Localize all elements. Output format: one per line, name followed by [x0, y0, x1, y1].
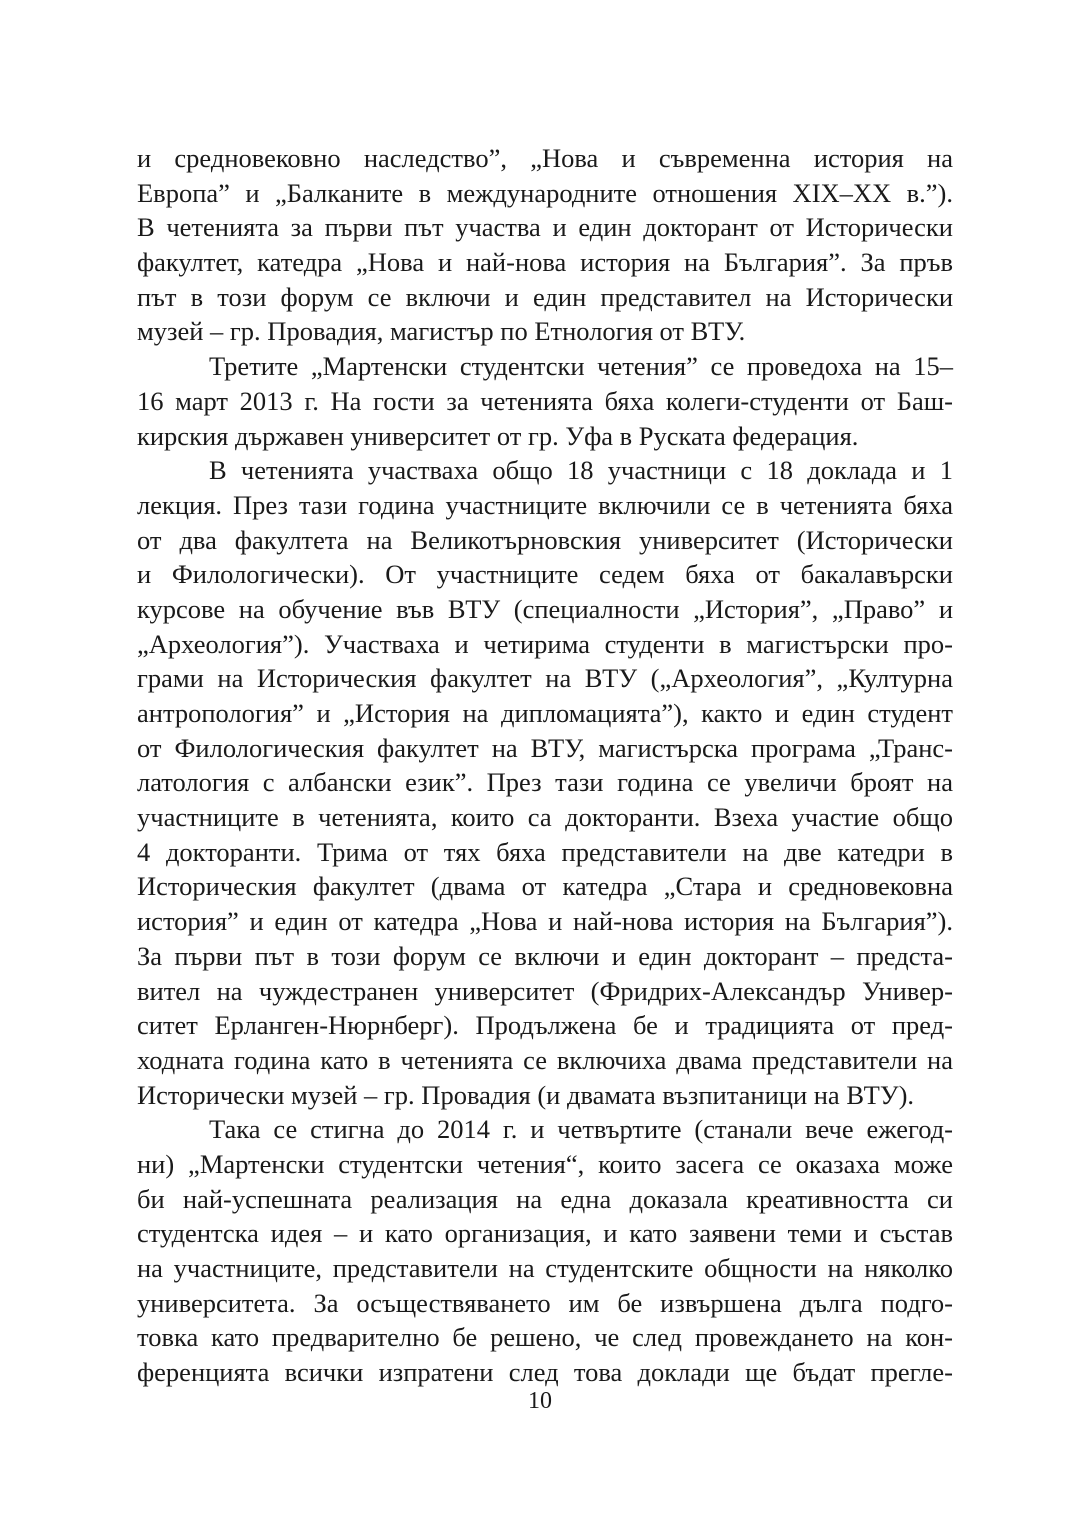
text-line: студентска идея – и като организация, и като заявени теми и състав [137, 1218, 953, 1249]
text-line: лекция. През тази година участниците включили се в четенията бяха [137, 489, 953, 520]
text-line: ходната година като в четенията се включиха двама представители на [137, 1044, 953, 1075]
text-line: Историческия факултет (двама от катедра „Стара и средновековна [137, 871, 953, 902]
text-line: 4 докторанти. Трима от тях бяха представители на две катедри в [137, 836, 953, 867]
text-line: За първи път в този форум се включи и един докторант – предста- [137, 940, 953, 971]
text-line: товка като предварително бе решено, че след провеждането на кон- [137, 1322, 953, 1353]
text-line: „Археология”). Участваха и четирима студенти в магистърски про- [137, 628, 953, 659]
text-line: и Филологически). От участниците седем бяха от бакалавърски [137, 559, 953, 590]
text-line: университета. За осъществяването им бе извършена дълга подго- [137, 1287, 953, 1318]
paragraph-first-line: В четенията участваха общо 18 участници с 18 доклада и 1 [209, 455, 953, 486]
text-line: факултет, катедра „Нова и най-нова история на България”. За пръв [137, 247, 953, 278]
text-line: 16 март 2013 г. На гости за четенията бяха колеги-студенти от Баш- [137, 385, 953, 416]
text-line: от два факултета на Великотърновския университет (Исторически [137, 524, 953, 555]
text-line: участниците в четенията, които са докторанти. Взеха участие общо [137, 802, 953, 833]
text-line: музей – гр. Провадия, магистър по Етнология от ВТУ. [137, 316, 746, 347]
text-line: Исторически музей – гр. Провадия (и двамата възпитаници на ВТУ). [137, 1079, 915, 1110]
text-line: от Филологическия факултет на ВТУ, магистърска програма „Транс- [137, 732, 953, 763]
text-line: на участниците, представители на студентските общности на няколко [137, 1253, 953, 1283]
text-line: история” и един от катедра „Нова и най-нова история на България”). [137, 906, 953, 937]
text-line: път в този форум се включи и един представител на Исторически [137, 281, 953, 312]
text-line: антропология” и „История на дипломацията”), както и един студент [137, 698, 953, 728]
text-line: вител на чуждестранен университет (Фридрих-Александър Универ- [137, 975, 953, 1006]
text-line: В четенията за първи път участва и един докторант от Исторически [137, 212, 953, 243]
text-line: курсове на обучение във ВТУ (специалности „История”, „Право” и [137, 593, 953, 624]
text-line: ни) „Мартенски студентски четения“, които засега се оказаха може [137, 1148, 953, 1179]
body-text [137, 141, 953, 1390]
page-number: 10 [528, 1388, 552, 1414]
text-line: и средновековно наследство”, „Нова и съвременна история на [137, 143, 953, 173]
text-line: кирския държавен университет от гр. Уфа в Руската федерация. [137, 420, 859, 451]
paragraph-first-line: Така се стигна до 2014 г. и четвъртите (станали вече ежегод- [209, 1114, 953, 1145]
text-line: ференцията всички изпратени след това доклади ще бъдат прегле- [137, 1357, 953, 1388]
text-line: латология с албански език”. През тази година се увеличи броят на [137, 767, 953, 798]
text-line: Европа” и „Балканите в международните отношения XIX–XX в.”). [137, 177, 953, 208]
paragraph-first-line: Третите „Мартенски студентски четения” се проведоха на 15– [209, 351, 953, 382]
text-line: ситет Ерланген-Нюрнберг). Продължена бе и традицията от пред- [137, 1010, 953, 1041]
text-line: би най-успешната реализация на една доказала креативността си [137, 1183, 953, 1214]
text-line: грами на Историческия факултет на ВТУ („Археология”, „Културна [137, 663, 953, 694]
